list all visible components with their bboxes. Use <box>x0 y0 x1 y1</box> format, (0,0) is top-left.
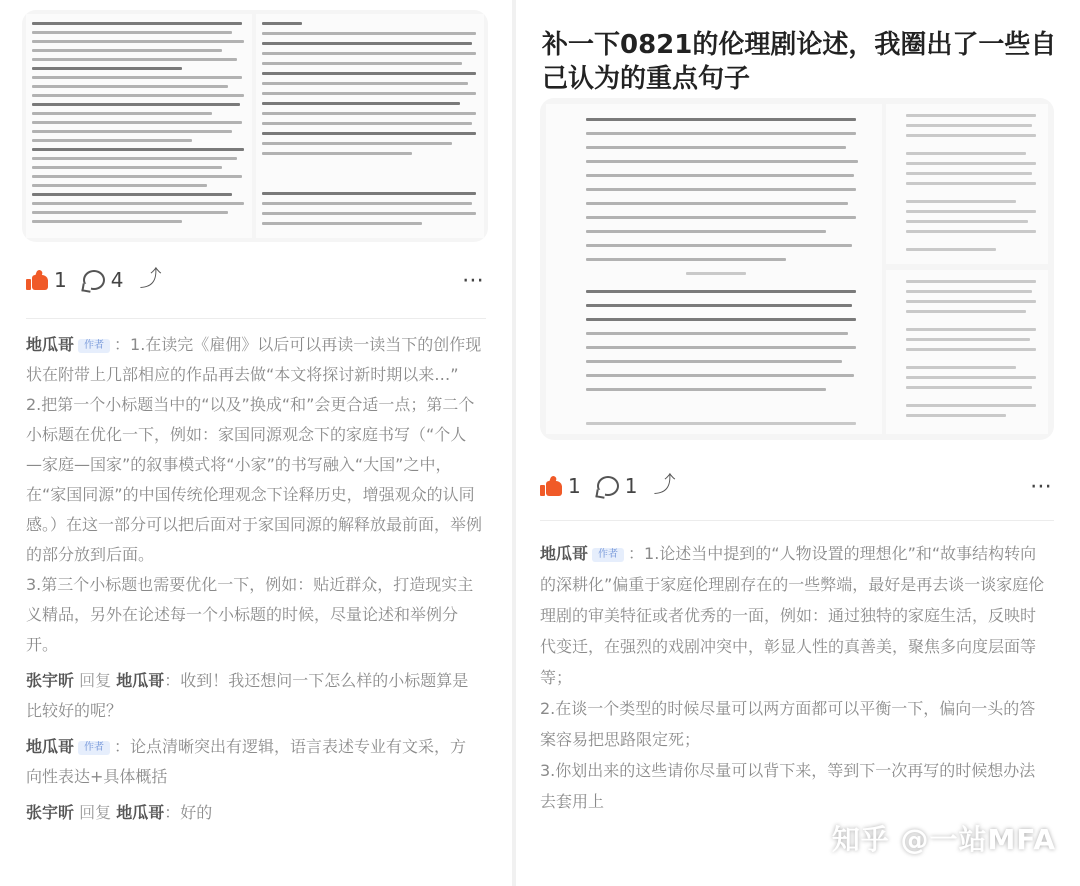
left-post-actions <box>26 268 161 292</box>
share-icon: ⤴ <box>139 267 162 292</box>
left-post <box>0 0 508 886</box>
reply-label: 回复 <box>79 671 112 690</box>
thumbs-up-icon <box>540 476 562 496</box>
comment-bubble-icon <box>83 270 105 290</box>
right-comment-list <box>540 538 1048 817</box>
author-badge: 作者 <box>78 339 110 353</box>
reply-author[interactable]: 地瓜哥 <box>26 737 75 756</box>
right-post-image[interactable] <box>540 98 1054 440</box>
doc-page-side-bottom <box>886 270 1048 434</box>
reply-item <box>26 798 482 828</box>
doc-page-side-top <box>886 104 1048 264</box>
reply-target[interactable]: 地瓜哥 <box>116 671 165 690</box>
reply-author[interactable]: 张宇昕 <box>26 671 75 690</box>
comment-bubble-icon <box>597 476 619 496</box>
like-count: 1 <box>568 474 581 498</box>
like-count: 1 <box>54 268 67 292</box>
doc-page-left <box>26 14 252 238</box>
comment-text: ：1.在读完《雇佣》以后可以再读一读当下的创作现状在附带上几部相应的作品再去做“本文将探讨新时期以来…” <box>26 335 482 384</box>
comment-paragraph: 3.你划出来的这些请你尽量可以背下来，等到下一次再写的时候想办法去套用上 <box>540 761 1036 811</box>
share-button[interactable] <box>653 475 675 497</box>
doc-page-right <box>256 14 484 238</box>
comment-paragraph: 2.在谈一个类型的时候尽量可以两方面都可以平衡一下，偏向一头的答案容易把思路限定死； <box>540 699 1036 749</box>
more-options-button[interactable]: ⋯ <box>462 268 485 293</box>
comment-count: 4 <box>110 268 124 292</box>
share-button[interactable] <box>139 269 161 291</box>
divider <box>540 520 1054 521</box>
reply-item <box>26 666 482 726</box>
comment-author[interactable]: 地瓜哥 <box>540 544 589 563</box>
reply-label: 回复 <box>79 803 112 822</box>
author-badge: 作者 <box>78 741 110 755</box>
comment-item <box>540 538 1048 693</box>
comment-count: 1 <box>624 474 638 498</box>
comment-paragraph: 2.把第一个小标题当中的“以及”换成“和”会更合适一点；第二个小标题在优化一下，例如：家国同源观念下的家庭书写（“个人—家庭—国家”的叙事模式将“小家”的书写融入“大国”之中，在“家国同源”的中国传统伦理观念下诠释历史，增强观众的认同感。）在这一部分可以把后面对于家国同源的解释放最前面，举例的部分放到后面。 <box>26 395 483 564</box>
watermark: 知乎 @一站MFA <box>831 823 1056 856</box>
author-badge: 作者 <box>592 548 624 562</box>
reply-text: ：好的 <box>164 803 213 822</box>
reply-text: ：收到！我还想问一下怎么样的小标题算是比较好的呢？ <box>26 671 469 720</box>
comment-button[interactable] <box>597 474 638 498</box>
comment-item <box>26 330 482 390</box>
like-button[interactable] <box>540 474 581 498</box>
more-options-button[interactable]: ⋯ <box>1030 474 1053 499</box>
divider <box>26 318 486 319</box>
comment-paragraph: 3.第三个小标题也需要优化一下，例如：贴近群众，打造现实主义精品，另外在论述每一个小标题的时候，尽量论述和举例分开。 <box>26 575 474 654</box>
comment-button[interactable] <box>83 268 124 292</box>
reply-author[interactable]: 张宇昕 <box>26 803 75 822</box>
right-post-actions <box>540 474 675 498</box>
share-icon: ⤴ <box>653 473 676 498</box>
like-button[interactable] <box>26 268 67 292</box>
reply-item <box>26 732 482 792</box>
reply-text: ：论点清晰突出有逻辑，语言表述专业有文采，方向性表达+具体概括 <box>26 737 467 786</box>
thumbs-up-icon <box>26 270 48 290</box>
doc-page-main <box>546 104 882 434</box>
reply-target[interactable]: 地瓜哥 <box>116 803 165 822</box>
comment-author[interactable]: 地瓜哥 <box>26 335 75 354</box>
right-post <box>512 0 1080 886</box>
post-title[interactable]: 补一下0821的伦理剧论述，我圈出了一些自己认为的重点句子 <box>542 30 1057 94</box>
comment-text: ：1.论述当中提到的“人物设置的理想化”和“故事结构转向的深耕化”偏重于家庭伦理剧存在的一些弊端，最好是再去谈一谈家庭伦理剧的审美特征或者优秀的一面，例如：通过独特的家庭生活，反映时代变迁，在强烈的戏剧冲突中，彰显人性的真善美，聚焦多向度层面等等； <box>540 544 1045 687</box>
left-comment-list <box>26 330 482 828</box>
left-post-image[interactable] <box>22 10 488 242</box>
